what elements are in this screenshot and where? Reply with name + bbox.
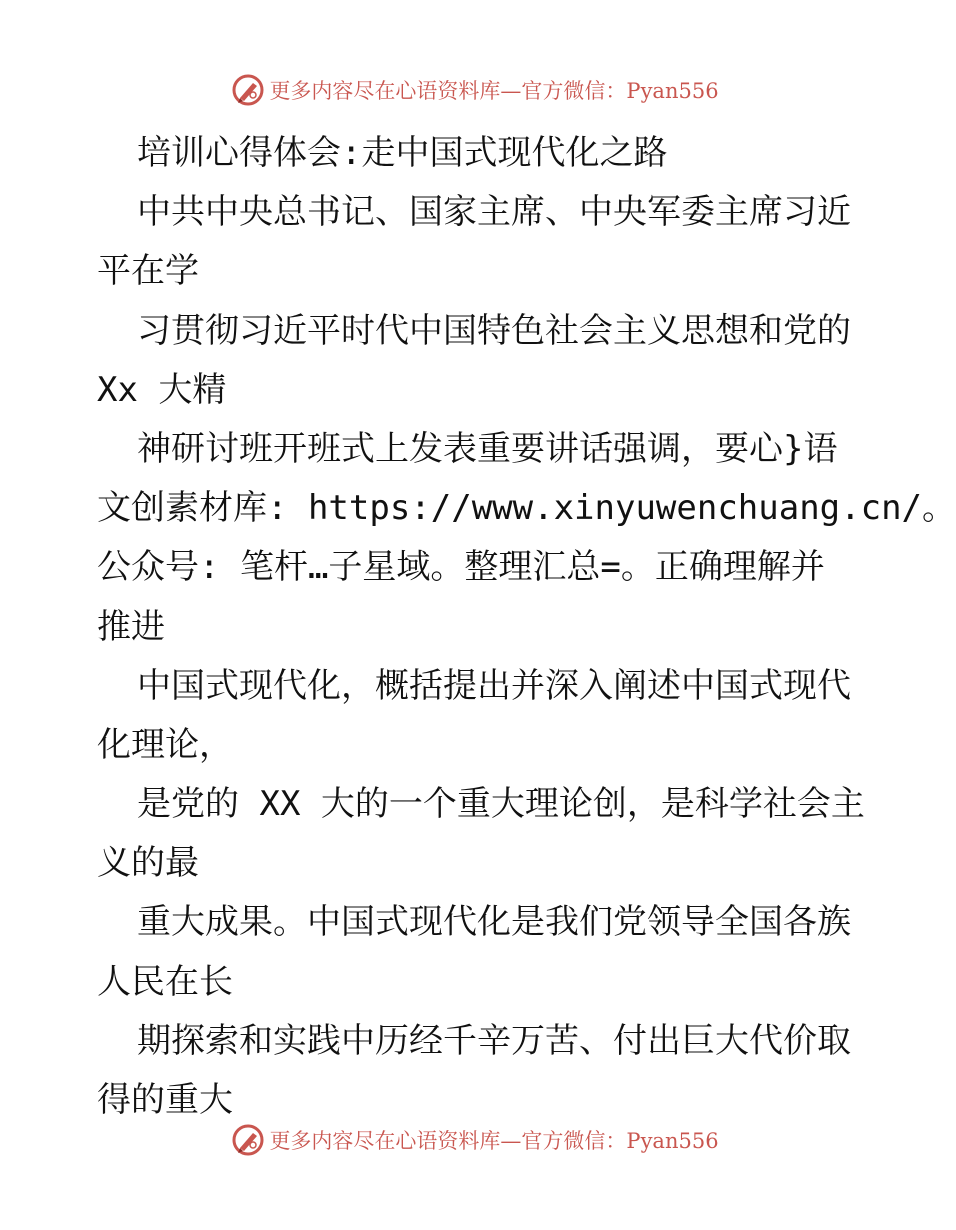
body-line: 神研讨班开班式上发表重要讲话强调，要心}语	[137, 428, 838, 469]
body-line: 公众号: 笔杆…子星域。整理汇总=。正确理解并	[97, 547, 825, 588]
body-line: Xx 大精	[97, 369, 227, 410]
body-line: 中共中央总书记、国家主席、中央军委主席习近	[137, 192, 851, 233]
header-banner	[0, 70, 950, 110]
body-line: 期探索和实践中历经千辛万苦、付出巨大代价取	[137, 1020, 851, 1061]
footer-banner-text: 更多内容尽在心语资料库—官方微信：Pyan556	[269, 1129, 719, 1153]
body-line: 重大成果。中国式现代化是我们党领导全国各族	[137, 902, 851, 943]
body-line: 人民在长	[97, 961, 233, 1002]
header-banner-text: 更多内容尽在心语资料库—官方微信：Pyan556	[269, 79, 719, 103]
body-line: 培训心得体会:走中国式现代化之路	[137, 133, 668, 173]
footer-banner	[0, 1120, 950, 1160]
pen-seal-logo-icon	[231, 1123, 265, 1157]
body-line: 文创素材库: https://www.xinyuwenchuang.cn/。	[97, 488, 956, 529]
body-line: 义的最	[97, 843, 199, 884]
body-line: 平在学	[97, 251, 199, 292]
body-line: 推进	[97, 606, 165, 647]
body-line: 化理论，	[97, 724, 233, 765]
body-line: 得的重大	[97, 1080, 233, 1120]
body-line: 中国式现代化，概括提出并深入阐述中国式现代	[137, 665, 851, 706]
body-line: 习贯彻习近平时代中国特色社会主义思想和党的	[137, 310, 851, 351]
pen-seal-logo-icon	[231, 73, 265, 107]
document-body	[97, 124, 956, 1130]
body-line: 是党的 XX 大的一个重大理论创，是科学社会主	[137, 784, 865, 825]
